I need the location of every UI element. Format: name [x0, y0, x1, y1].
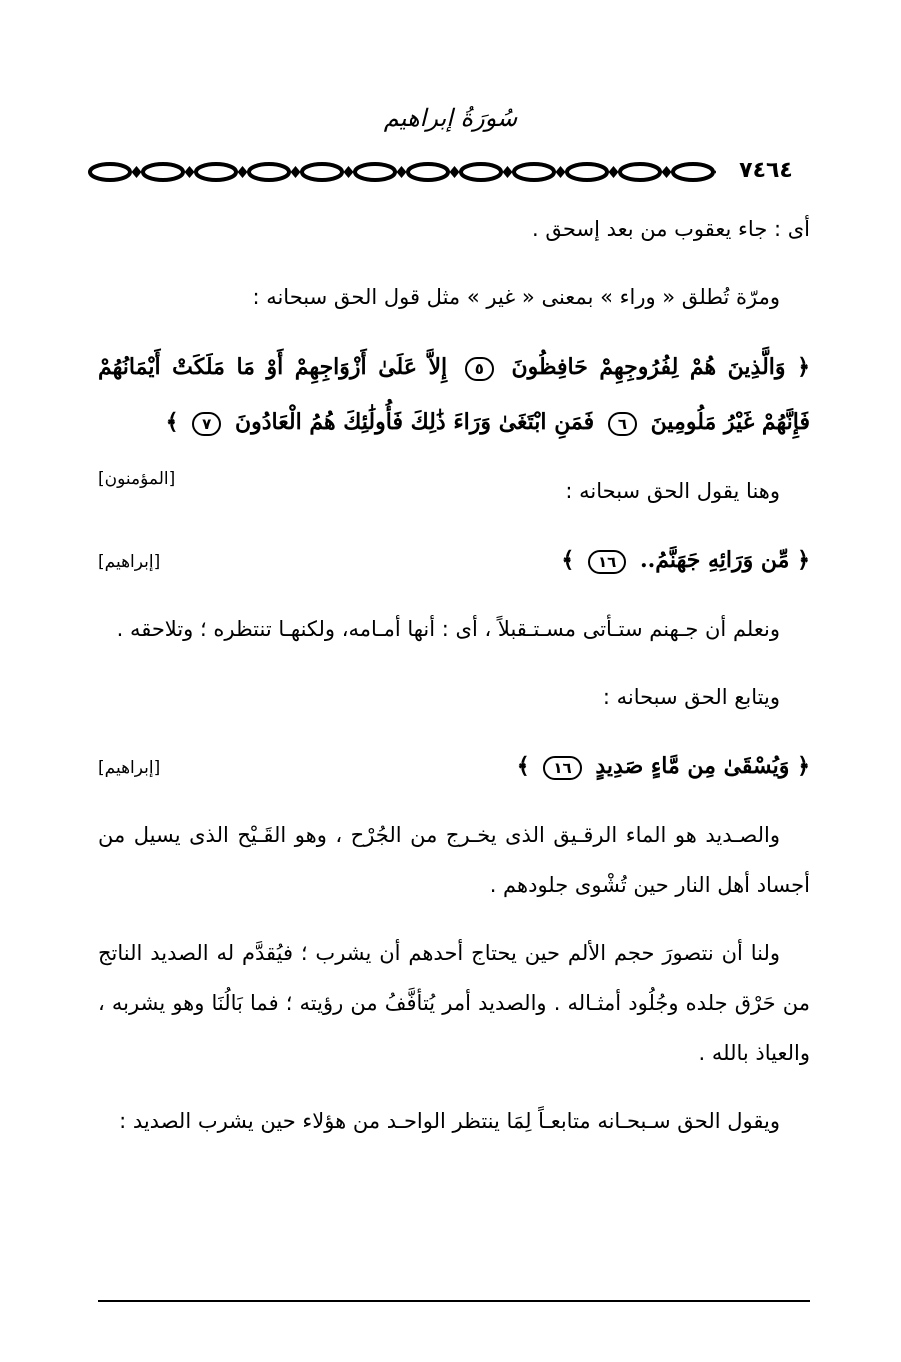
verse-text-part2: إِلاَّ عَلَىٰ أَزْوَاجِهِمْ أَوْ مَا مَلَكَتْ أَيْمَانُهُمْ فَإِنَّهُمْ غَيْرُ مَلُومِينَ: [98, 354, 810, 435]
verse-open-bracket: ﴿: [797, 547, 810, 573]
border-oval: [567, 164, 607, 180]
border-diamond: [609, 166, 619, 178]
decorative-border: [86, 152, 816, 192]
border-oval: [143, 164, 183, 180]
verse-text: مِّن وَرَائِهِ جَهَنَّمُ..: [639, 547, 790, 573]
verse-reference-muminun: [المؤمنون]: [98, 469, 176, 489]
border-diamond: [185, 166, 195, 178]
ayah-number-5: ٥: [465, 357, 494, 381]
paragraph-2: ومرّة تُطلق « وراء » بمعنى « غير » مثل قول الحق سبحانه :: [252, 285, 780, 309]
border-diamond: [662, 166, 672, 178]
page-body: [98, 204, 810, 1164]
verse-text-part3: فَمَنِ ابْتَغَىٰ وَرَاءَ ذَٰلِكَ فَأُولَٰئِكَ هُمُ الْعَادُونَ: [234, 409, 595, 435]
quran-verse-ibrahim-16b: [98, 740, 810, 792]
paragraph-1: أى : جاء يعقوب من بعد إسحق .: [532, 217, 810, 241]
surah-title: سُورَةُ إبراهيم: [383, 104, 518, 132]
border-oval: [196, 164, 236, 180]
border-diamond: [450, 166, 460, 178]
border-diamond: [556, 166, 566, 178]
quran-verse-ibrahim-16a: [98, 534, 810, 586]
border-oval: [514, 164, 554, 180]
page-number: ٧٤٦٤: [716, 156, 816, 186]
verse-text: وَيُسْقَىٰ مِن مَّاءٍ صَدِيدٍ: [595, 753, 790, 779]
ayah-number-6: ٦: [608, 412, 637, 436]
ayah-number-7: ٧: [192, 412, 221, 436]
verse-close-bracket: ﴾: [516, 753, 530, 779]
verse-text-part1: وَالَّذِينَ هُمْ لِفُرُوجِهِمْ حَافِظُونَ: [511, 354, 786, 380]
border-diamond: [344, 166, 354, 178]
border-oval: [302, 164, 342, 180]
verse-close-bracket: ﴾: [165, 409, 179, 435]
border-diamond: [132, 166, 142, 178]
quran-verse-muminun: [98, 340, 810, 489]
paragraph-5: ويتابع الحق سبحانه :: [602, 685, 780, 709]
border-diamond: [291, 166, 301, 178]
paragraph-6: والصـديد هو الماء الرقـيق الذى يخـرج من الجُرْح ، وهو القَـيْح الذى يسيل من أجساد أهل النار حين تُشْوى جلودهم .: [98, 823, 810, 897]
border-oval: [355, 164, 395, 180]
border-diamond: [397, 166, 407, 178]
ayah-number-16: ١٦: [543, 756, 581, 780]
verse-open-bracket: ﴿: [797, 354, 810, 380]
border-diamond: [503, 166, 513, 178]
border-oval: [90, 164, 130, 180]
verse-reference-ibrahim: [إبراهيم]: [98, 552, 161, 572]
verse-reference-ibrahim: [إبراهيم]: [98, 758, 161, 778]
paragraph-4: ونعلم أن جـهنم ستـأتى مسـتـقبلاً ، أى : أنها أمـامه، ولكنهـا تنتظره ؛ وتلاحقه .: [116, 617, 780, 641]
border-oval: [408, 164, 448, 180]
ayah-number-16: ١٦: [588, 550, 626, 574]
verse-close-bracket: ﴾: [561, 547, 575, 573]
border-oval: [673, 164, 713, 180]
paragraph-8: ويقول الحق سـبحـانه متابعـاً لِمَا ينتظر الواحـد من هؤلاء حين يشرب الصديد :: [119, 1109, 780, 1133]
footer-divider: [98, 1300, 810, 1302]
paragraph-3: وهنا يقول الحق سبحانه :: [565, 479, 780, 503]
border-diamond: [238, 166, 248, 178]
paragraph-7: ولنا أن نتصورَ حجم الألم حين يحتاج أحدهم أن يشرب ؛ فيُقدَّم له الصديد الناتج من حَرْق جلده وجُلُود أمثـاله . والصديد أمر يُتأفَّفُ من رؤيته ؛ فما بَالُنَا وهو يشربه ، والعياذ بالله .: [98, 941, 810, 1065]
verse-open-bracket: ﴿: [797, 753, 810, 779]
border-oval: [249, 164, 289, 180]
border-oval: [620, 164, 660, 180]
border-oval: [461, 164, 501, 180]
